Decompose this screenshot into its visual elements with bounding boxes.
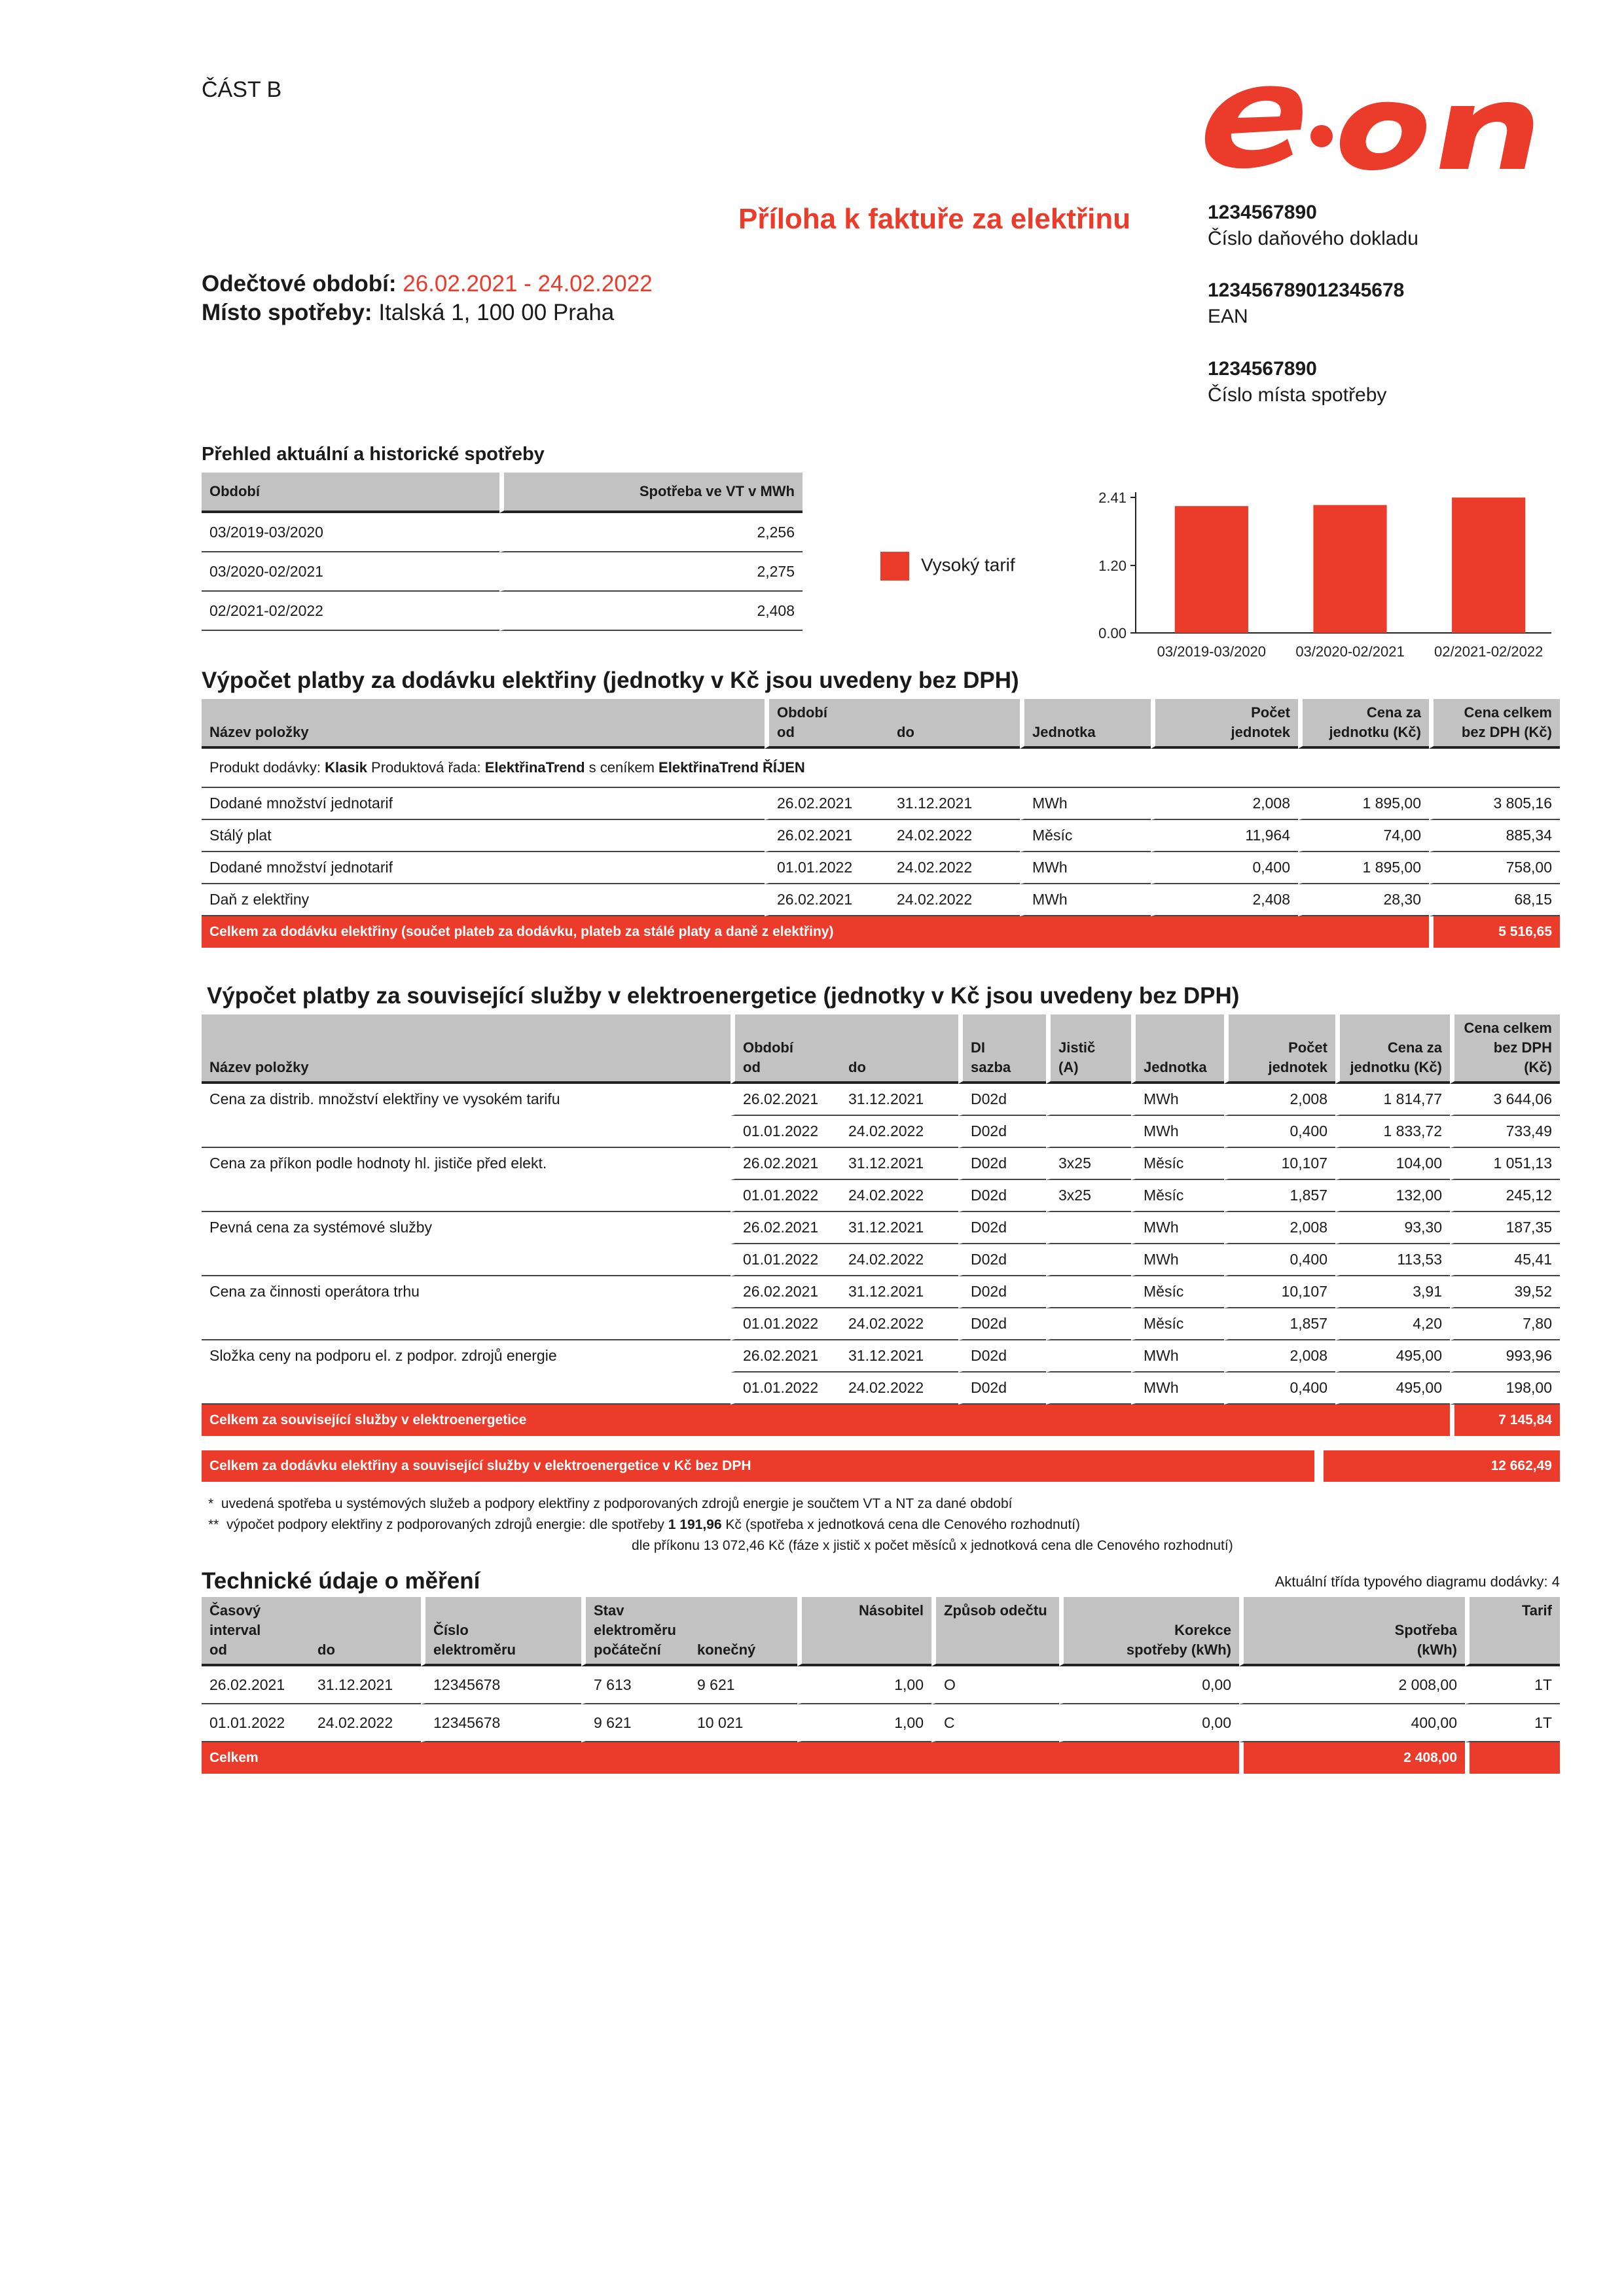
supply-unit: Měsíc xyxy=(1020,820,1151,852)
services-item-name: Složka ceny na podporu el. z podpor. zdrojů energie xyxy=(209,1347,557,1364)
metering-start: 7 613 xyxy=(581,1666,689,1704)
services-col-total-2: bez DPH (Kč) xyxy=(1493,1039,1552,1075)
legend-label: Vysoký tarif xyxy=(921,554,1015,575)
services-total: 245,12 xyxy=(1450,1180,1560,1212)
services-price: 495,00 xyxy=(1335,1340,1450,1372)
footnote-1 xyxy=(208,1496,1012,1512)
services-from: 01.01.2022 xyxy=(731,1116,840,1148)
services-price: 1 814,77 xyxy=(1335,1084,1450,1116)
services-row xyxy=(202,1116,1560,1148)
supply-total-label: Celkem za dodávku elektřiny (součet plateb za dodávku, plateb za stálé platy a daně z elektřiny) xyxy=(202,916,1429,948)
supply-col-name: Název položky xyxy=(202,699,765,749)
services-rate: D02d xyxy=(958,1116,1046,1148)
metering-col-from xyxy=(202,1597,310,1666)
services-count: 2,008 xyxy=(1224,1340,1335,1372)
consumption-place-label: Číslo místa spotřeby xyxy=(1208,384,1387,406)
metering-col-multiplier: Násobitel xyxy=(797,1597,931,1666)
supply-total: 758,00 xyxy=(1429,852,1560,884)
history-period: 03/2020-02/2021 xyxy=(202,552,499,592)
supply-price: 1 895,00 xyxy=(1298,852,1429,884)
supply-count: 11,964 xyxy=(1151,820,1298,852)
metering-method: C xyxy=(931,1704,1059,1742)
metering-title: Technické údaje o měření xyxy=(202,1568,480,1594)
services-row xyxy=(202,1148,1560,1180)
supply-row xyxy=(202,788,1560,820)
metering-col-meter-2: elektroměru xyxy=(433,1641,516,1658)
services-count: 2,008 xyxy=(1224,1084,1335,1116)
billing-info xyxy=(202,270,653,327)
services-col-price xyxy=(1335,1014,1450,1084)
ean-label: EAN xyxy=(1208,306,1248,327)
services-col-unit: Jednotka xyxy=(1131,1014,1224,1084)
metering-to: 24.02.2022 xyxy=(310,1704,421,1742)
services-col-period: Období xyxy=(743,1039,793,1056)
services-unit: MWh xyxy=(1131,1116,1224,1148)
tax-document-number-label: Číslo daňového dokladu xyxy=(1208,228,1418,249)
supply-col-from xyxy=(765,699,889,749)
metering-consumption: 2 008,00 xyxy=(1239,1666,1465,1704)
services-rate: D02d xyxy=(958,1180,1046,1212)
services-from: 26.02.2021 xyxy=(731,1340,840,1372)
metering-col-state: Stav elektroměru xyxy=(594,1602,676,1638)
services-breaker xyxy=(1046,1276,1131,1308)
history-col-consumption: Spotřeba ve VT v MWh xyxy=(499,473,803,513)
services-item-name: Cena za činnosti operátora trhu xyxy=(209,1283,420,1300)
history-period: 02/2021-02/2022 xyxy=(202,592,499,631)
services-col-price-1: Cena za xyxy=(1387,1039,1442,1056)
services-total: 198,00 xyxy=(1450,1372,1560,1405)
metering-col-end: konečný xyxy=(689,1597,797,1666)
y-tick-label: 2.41 xyxy=(1098,490,1127,506)
services-breaker xyxy=(1046,1212,1131,1244)
services-col-count-1: Počet xyxy=(1288,1039,1327,1056)
product-line: ElektřinaTrend xyxy=(484,759,585,776)
price-list-label: s ceníkem xyxy=(585,759,659,776)
services-row xyxy=(202,1308,1560,1340)
services-total: 187,35 xyxy=(1450,1212,1560,1244)
product-prefix: Produkt dodávky: xyxy=(209,759,325,776)
metering-col-interval: Časový interval xyxy=(209,1602,261,1638)
services-breaker xyxy=(1046,1372,1131,1405)
supply-from: 26.02.2021 xyxy=(765,884,889,916)
supply-from: 01.01.2022 xyxy=(765,852,889,884)
services-total: 1 051,13 xyxy=(1450,1148,1560,1180)
services-to: 31.12.2021 xyxy=(840,1148,958,1180)
supply-col-count-1: Počet xyxy=(1251,704,1290,721)
services-unit: MWh xyxy=(1131,1244,1224,1276)
services-breaker xyxy=(1046,1084,1131,1116)
services-from: 01.01.2022 xyxy=(731,1180,840,1212)
services-to: 24.02.2022 xyxy=(840,1244,958,1276)
services-to: 24.02.2022 xyxy=(840,1308,958,1340)
services-count: 10,107 xyxy=(1224,1276,1335,1308)
metering-col-start-label: počáteční xyxy=(594,1641,661,1658)
supply-unit: MWh xyxy=(1020,852,1151,884)
part-label: ČÁST B xyxy=(202,77,282,102)
metering-tariff: 1T xyxy=(1465,1666,1560,1704)
load-profile-class: Aktuální třída typového diagramu dodávky: 4 xyxy=(1274,1573,1560,1590)
metering-start: 9 621 xyxy=(581,1704,689,1742)
supply-total: 68,15 xyxy=(1429,884,1560,916)
services-col-breaker xyxy=(1046,1014,1131,1084)
services-to: 24.02.2022 xyxy=(840,1116,958,1148)
services-item-name: Cena za distrib. množství elektřiny ve vysokém tarifu xyxy=(209,1090,560,1107)
metering-total-label: Celkem xyxy=(202,1742,1239,1774)
supply-col-total-1: Cena celkem xyxy=(1464,704,1552,721)
supply-price: 74,00 xyxy=(1298,820,1429,852)
supply-col-total-2: bez DPH (Kč) xyxy=(1461,724,1552,740)
services-breaker xyxy=(1046,1244,1131,1276)
services-rate: D02d xyxy=(958,1340,1046,1372)
services-count: 0,400 xyxy=(1224,1372,1335,1405)
services-item-name: Cena za příkon podle hodnoty hl. jističe před elekt. xyxy=(209,1155,547,1172)
services-unit: MWh xyxy=(1131,1084,1224,1116)
eon-logo xyxy=(1201,73,1542,171)
ean-value: 123456789012345678 xyxy=(1208,279,1405,301)
services-to: 31.12.2021 xyxy=(840,1340,958,1372)
services-col-from xyxy=(731,1014,840,1084)
supply-to: 24.02.2022 xyxy=(889,820,1020,852)
services-unit: Měsíc xyxy=(1131,1148,1224,1180)
y-tick-label: 0.00 xyxy=(1098,625,1127,641)
services-table xyxy=(202,1014,1560,1436)
product-row xyxy=(202,749,1560,788)
services-price: 104,00 xyxy=(1335,1148,1450,1180)
services-breaker xyxy=(1046,1116,1131,1148)
supply-row xyxy=(202,884,1560,916)
services-row xyxy=(202,1340,1560,1372)
services-total: 993,96 xyxy=(1450,1340,1560,1372)
services-col-count xyxy=(1224,1014,1335,1084)
supply-to: 31.12.2021 xyxy=(889,788,1020,820)
x-tick-label: 03/2019-03/2020 xyxy=(1157,643,1267,660)
metering-col-tariff: Tarif xyxy=(1465,1597,1560,1666)
services-unit: Měsíc xyxy=(1131,1180,1224,1212)
supply-to: 24.02.2022 xyxy=(889,852,1020,884)
metering-method: O xyxy=(931,1666,1059,1704)
services-count: 10,107 xyxy=(1224,1148,1335,1180)
services-total-label: Celkem za související služby v elektroenergetice xyxy=(202,1405,1450,1436)
services-to: 31.12.2021 xyxy=(840,1212,958,1244)
document-title: Příloha k faktuře za elektřinu xyxy=(738,203,1131,235)
history-row xyxy=(202,552,803,592)
supply-col-total xyxy=(1429,699,1560,749)
services-body xyxy=(202,1084,1560,1405)
metering-multiplier: 1,00 xyxy=(797,1704,931,1742)
services-col-name: Název položky xyxy=(202,1014,731,1084)
grand-total-table xyxy=(202,1450,1560,1482)
metering-col-meter-1: Číslo xyxy=(433,1622,469,1638)
supply-count: 0,400 xyxy=(1151,852,1298,884)
footnote-2-value: 1 191,96 xyxy=(668,1517,722,1532)
consumption-place-value: 1234567890 xyxy=(1208,358,1317,380)
services-col-rate-1: DI xyxy=(971,1039,985,1056)
supply-item-name: Daň z elektřiny xyxy=(202,884,765,916)
services-breaker xyxy=(1046,1340,1131,1372)
supply-col-price-1: Cena za xyxy=(1366,704,1421,721)
services-item-name xyxy=(202,1116,731,1148)
services-to: 31.12.2021 xyxy=(840,1084,958,1116)
history-value: 2,408 xyxy=(499,592,803,631)
supply-total-value: 5 516,65 xyxy=(1429,916,1560,948)
services-item-name xyxy=(202,1308,731,1340)
supply-col-count xyxy=(1151,699,1298,749)
footnote-2-pre: výpočet podpory elektřiny z podporovaných zdrojů energie: dle spotřeby xyxy=(226,1517,668,1532)
services-unit: MWh xyxy=(1131,1212,1224,1244)
footnote-2-mark: ** xyxy=(208,1517,219,1532)
supply-from: 26.02.2021 xyxy=(765,788,889,820)
consumption-place-address: Italská 1, 100 00 Praha xyxy=(378,300,615,325)
services-from: 01.01.2022 xyxy=(731,1308,840,1340)
services-count: 1,857 xyxy=(1224,1308,1335,1340)
services-from: 26.02.2021 xyxy=(731,1148,840,1180)
supply-unit: MWh xyxy=(1020,884,1151,916)
services-price: 132,00 xyxy=(1335,1180,1450,1212)
services-col-total-1: Cena celkem xyxy=(1464,1020,1552,1036)
supply-row xyxy=(202,852,1560,884)
services-from: 26.02.2021 xyxy=(731,1212,840,1244)
metering-row xyxy=(202,1704,1560,1742)
services-col-rate xyxy=(958,1014,1046,1084)
history-value: 2,256 xyxy=(499,513,803,552)
services-from: 26.02.2021 xyxy=(731,1084,840,1116)
services-col-from-label: od xyxy=(743,1059,761,1075)
y-tick-label: 1.20 xyxy=(1098,557,1127,574)
consumption-chart xyxy=(1074,481,1558,668)
metering-from: 01.01.2022 xyxy=(202,1704,310,1742)
supply-item-name: Dodané množství jednotarif xyxy=(202,852,765,884)
metering-col-method: Způsob odečtu xyxy=(931,1597,1059,1666)
services-title: Výpočet platby za související služby v elektroenergetice (jednotky v Kč jsou uvedeny bez DPH) xyxy=(207,983,1240,1009)
services-to: 31.12.2021 xyxy=(840,1276,958,1308)
services-row xyxy=(202,1084,1560,1116)
metering-col-consumption-2: (kWh) xyxy=(1416,1641,1457,1658)
services-price: 4,20 xyxy=(1335,1308,1450,1340)
metering-multiplier: 1,00 xyxy=(797,1666,931,1704)
billing-period-label: Odečtové období: xyxy=(202,271,397,296)
services-total: 733,49 xyxy=(1450,1116,1560,1148)
grand-total-row xyxy=(202,1450,1560,1482)
metering-tariff: 1T xyxy=(1465,1704,1560,1742)
services-to: 24.02.2022 xyxy=(840,1180,958,1212)
bar xyxy=(1452,497,1525,633)
services-col-breaker-2: (A) xyxy=(1058,1059,1079,1075)
services-item-name xyxy=(202,1372,731,1405)
services-row xyxy=(202,1372,1560,1405)
supply-total-row xyxy=(202,916,1560,948)
services-col-to: do xyxy=(840,1014,958,1084)
metering-col-consumption xyxy=(1239,1597,1465,1666)
services-rate: D02d xyxy=(958,1244,1046,1276)
supply-col-count-2: jednotek xyxy=(1231,724,1290,740)
chart-legend xyxy=(880,552,1015,581)
services-rate: D02d xyxy=(958,1212,1046,1244)
history-row xyxy=(202,513,803,552)
services-from: 26.02.2021 xyxy=(731,1276,840,1308)
services-breaker: 3x25 xyxy=(1046,1148,1131,1180)
services-count: 0,400 xyxy=(1224,1116,1335,1148)
product-name: Klasik xyxy=(325,759,367,776)
supply-count: 2,008 xyxy=(1151,788,1298,820)
x-tick-label: 03/2020-02/2021 xyxy=(1295,643,1405,660)
metering-correction: 0,00 xyxy=(1059,1666,1239,1704)
billing-period-value: 26.02.2021 - 24.02.2022 xyxy=(403,271,653,296)
supply-count: 2,408 xyxy=(1151,884,1298,916)
services-price: 1 833,72 xyxy=(1335,1116,1450,1148)
metering-col-correction-1: Korekce xyxy=(1174,1622,1231,1638)
services-price: 3,91 xyxy=(1335,1276,1450,1308)
grand-total-label: Celkem za dodávku elektřiny a související služby v elektroenergetice v Kč bez DPH xyxy=(202,1450,1314,1482)
metering-col-correction-2: spotřeby (kWh) xyxy=(1126,1641,1231,1658)
services-col-count-2: jednotek xyxy=(1268,1059,1327,1075)
services-total: 45,41 xyxy=(1450,1244,1560,1276)
services-rate: D02d xyxy=(958,1308,1046,1340)
services-rate: D02d xyxy=(958,1148,1046,1180)
supply-total: 885,34 xyxy=(1429,820,1560,852)
metering-col-meter xyxy=(421,1597,581,1666)
services-unit: MWh xyxy=(1131,1340,1224,1372)
supply-col-price xyxy=(1298,699,1429,749)
history-period: 03/2019-03/2020 xyxy=(202,513,499,552)
supply-item-name: Dodané množství jednotarif xyxy=(202,788,765,820)
services-count: 1,857 xyxy=(1224,1180,1335,1212)
metering-total-value: 2 408,00 xyxy=(1239,1742,1465,1774)
grand-total-value: 12 662,49 xyxy=(1314,1450,1560,1482)
services-rate: D02d xyxy=(958,1084,1046,1116)
footnote-1-mark: * xyxy=(208,1496,214,1511)
metering-from: 26.02.2021 xyxy=(202,1666,310,1704)
metering-row xyxy=(202,1666,1560,1704)
services-from: 01.01.2022 xyxy=(731,1244,840,1276)
services-total-value: 7 145,84 xyxy=(1450,1405,1560,1436)
services-from: 01.01.2022 xyxy=(731,1372,840,1405)
metering-meter: 12345678 xyxy=(421,1704,581,1742)
services-row xyxy=(202,1212,1560,1244)
supply-title: Výpočet platby za dodávku elektřiny (jednotky v Kč jsou uvedeny bez DPH) xyxy=(202,668,1019,693)
footnote-1-text: uvedená spotřeba u systémových služeb a podpory elektřiny z podporovaných zdrojů energie je součtem VT a NT za dané období xyxy=(221,1496,1013,1511)
metering-col-consumption-1: Spotřeba xyxy=(1394,1622,1457,1638)
services-col-breaker-1: Jistič xyxy=(1058,1039,1096,1056)
supply-col-unit: Jednotka xyxy=(1020,699,1151,749)
consumption-place-label: Místo spotřeby: xyxy=(202,300,372,325)
services-breaker: 3x25 xyxy=(1046,1180,1131,1212)
supply-row xyxy=(202,820,1560,852)
price-list: ElektřinaTrend ŘÍJEN xyxy=(659,759,805,776)
footnote-2 xyxy=(208,1517,1080,1533)
ean-number xyxy=(1208,278,1404,330)
x-tick-label: 02/2021-02/2022 xyxy=(1434,643,1543,660)
tax-document-number-value: 1234567890 xyxy=(1208,202,1317,223)
legend-swatch xyxy=(880,552,909,581)
supply-table xyxy=(202,699,1560,948)
services-col-total xyxy=(1450,1014,1560,1084)
metering-total-tariff xyxy=(1465,1742,1560,1774)
services-price: 495,00 xyxy=(1335,1372,1450,1405)
services-total: 3 644,06 xyxy=(1450,1084,1560,1116)
metering-end: 10 021 xyxy=(689,1704,797,1742)
services-item-name xyxy=(202,1244,731,1276)
metering-consumption: 400,00 xyxy=(1239,1704,1465,1742)
supply-price: 1 895,00 xyxy=(1298,788,1429,820)
metering-end: 9 621 xyxy=(689,1666,797,1704)
services-unit: Měsíc xyxy=(1131,1308,1224,1340)
supply-price: 28,30 xyxy=(1298,884,1429,916)
services-col-rate-2: sazba xyxy=(971,1059,1011,1075)
tax-document-number xyxy=(1208,200,1418,252)
bar xyxy=(1313,505,1386,633)
history-row xyxy=(202,592,803,631)
services-unit: MWh xyxy=(1131,1372,1224,1405)
footnote-3: dle příkonu 13 072,46 Kč (fáze x jistič x počet měsíců x jednotková cena dle Cenového rozhodnutí) xyxy=(632,1538,1233,1553)
history-table xyxy=(202,473,803,631)
metering-table xyxy=(202,1597,1560,1774)
services-count: 0,400 xyxy=(1224,1244,1335,1276)
consumption-place xyxy=(202,298,653,327)
metering-col-start xyxy=(581,1597,689,1666)
product-line-label: Produktová řada: xyxy=(367,759,485,776)
services-price: 93,30 xyxy=(1335,1212,1450,1244)
supply-to: 24.02.2022 xyxy=(889,884,1020,916)
services-row xyxy=(202,1244,1560,1276)
metering-col-from-label: od xyxy=(209,1641,227,1658)
services-unit: Měsíc xyxy=(1131,1276,1224,1308)
supply-col-to: do xyxy=(889,699,1020,749)
metering-total-row xyxy=(202,1742,1560,1774)
history-col-period: Období xyxy=(202,473,499,513)
services-price: 113,53 xyxy=(1335,1244,1450,1276)
services-total-row xyxy=(202,1405,1560,1436)
supply-unit: MWh xyxy=(1020,788,1151,820)
services-row xyxy=(202,1276,1560,1308)
services-item-name xyxy=(202,1180,731,1212)
services-total: 7,80 xyxy=(1450,1308,1560,1340)
bar xyxy=(1175,506,1248,633)
metering-to: 31.12.2021 xyxy=(310,1666,421,1704)
services-breaker xyxy=(1046,1308,1131,1340)
services-col-price-2: jednotku (Kč) xyxy=(1350,1059,1442,1075)
metering-col-correction xyxy=(1059,1597,1239,1666)
footnote-2-post: Kč (spotřeba x jednotková cena dle Cenového rozhodnutí) xyxy=(721,1517,1081,1532)
services-to: 24.02.2022 xyxy=(840,1372,958,1405)
supply-from: 26.02.2021 xyxy=(765,820,889,852)
services-count: 2,008 xyxy=(1224,1212,1335,1244)
metering-meter: 12345678 xyxy=(421,1666,581,1704)
services-rate: D02d xyxy=(958,1372,1046,1405)
supply-item-name: Stálý plat xyxy=(202,820,765,852)
billing-period xyxy=(202,270,653,298)
services-row xyxy=(202,1180,1560,1212)
services-total: 39,52 xyxy=(1450,1276,1560,1308)
product-info xyxy=(202,749,1560,788)
supply-col-period: Období xyxy=(777,704,827,721)
supply-total: 3 805,16 xyxy=(1429,788,1560,820)
metering-correction: 0,00 xyxy=(1059,1704,1239,1742)
consumption-place-number xyxy=(1208,356,1386,408)
supply-col-price-2: jednotku (Kč) xyxy=(1329,724,1421,740)
metering-col-to: do xyxy=(310,1597,421,1666)
supply-col-from-label: od xyxy=(777,724,795,740)
history-value: 2,275 xyxy=(499,552,803,592)
services-item-name: Pevná cena za systémové služby xyxy=(209,1219,433,1236)
services-rate: D02d xyxy=(958,1276,1046,1308)
history-title: Přehled aktuální a historické spotřeby xyxy=(202,444,545,465)
